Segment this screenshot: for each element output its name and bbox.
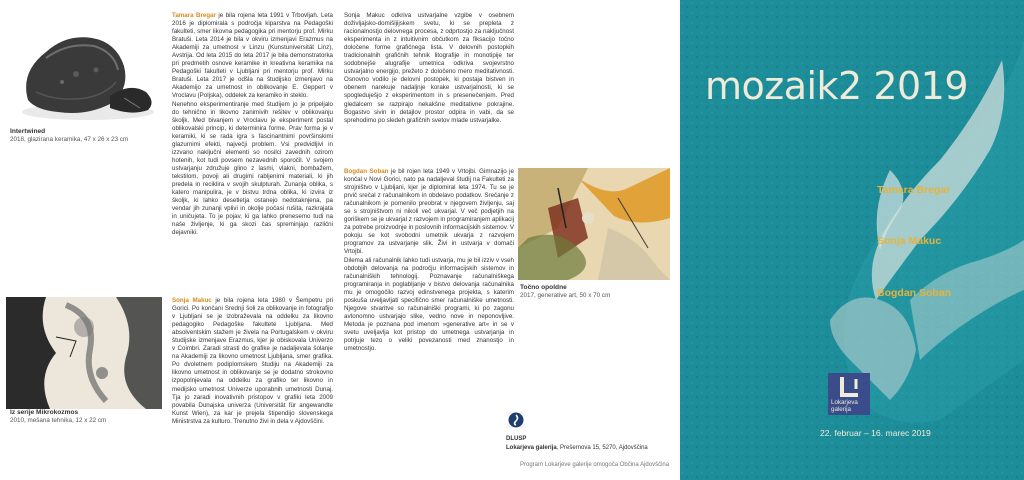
bio-text-2: Sonja Makuc odkriva ustvarjalne vzgibe v osebnem doživljajsko-domišljijskem svetu, ki se prepleta z racionalnostjo delovnega procesa, z odprtostjo za naključnost eksperimenta in z intuitivnim občutkom za fiksacijo točno določene forme grafičnega lista. V delovnih postopkih tradicionalnih grafičnih tehnik litografije in monotipije ter sodobnejše alugrafije umetnica odkriva svojevrstno ustvarjalno energijo, prežeto z določeno mero meditativnosti. Osnovno vodilo je delovni postopek, ki postaja bistven in obenem narekuje nadaljnje korake ustvarjalnosti, ki se spogleduješjo z eksperimentom in s presenečenjem. Pred gledalcem se razpirajo nekakšne meditativne pokrajine. Bogastvo sivin in detajlov prostor odpira in vabi, da se sprehodimo po sledeh grafičnih svetov mlade ustvarjalke. (344, 12, 514, 124)
artwork-description: 2010, mešana tehnika, 12 x 22 cm (10, 416, 107, 424)
artist-name: Bogdan Soban (344, 168, 389, 175)
bio-tamara (172, 12, 333, 237)
footer-address-rest: , Prešernova 15, 5270, Ajdovščina (556, 445, 648, 451)
logo-text (831, 399, 858, 413)
cover-artist-sonja: Sonja Makuc (877, 235, 942, 247)
bio-text: je bil rojen leta 1949 v Vrtojbi. Gimnazijo je končal v Novi Gorici, nato pa nadaljeval študij na Fakulteti za strojništvo v Ljubljani, kjer je diplomiral leta 1974. Tu se je prvič srečal z računalnikom in obdelavo podatkov. Srečanje z računalnikom je pomenilo preobrat v njegovem življenju, saj se s strojništvom ni nikoli več ukvarjal. V več podjetjih na goriškem se je ukvarjal z razvojem in programiranjem aplikacij za potrebe proizvodnje in poslovnih informacijskih sistemov. V pokoju se kot svobodni umetnik ukvarja z razvojem programov za ustvarjanje slik. Živi in ustvarja v domači Vrtojbi. (344, 168, 514, 256)
bio-text-2: Nenehno eksperimentiranje med študijem jo je pripeljalo do tehnično in likovno zanimivih rešitev v oblikovanju školjk. Med bivanjem v Vroclavu je eksperiment postal oblikovalski princip, ki determinira forme. Prav forma je v keramiki, ki se rada igra s fascinantnimi površinskimi glazurnimi efekti, največji problem. Vsi predvidljivi in izzvano naključni elementi so nosilci zavednih ozirom hotenih, kot tudi povsem nezavednih sporočil. V svojem ustvarjanju združuje glino z lasmi, vlakni, bombažem, tekstilom, povoji ali drugimi rabljenimi materiali, ki jih predela in reciklira v svojih skulpturah. Zunanja oblika, s katero manipulira, je v bistvu trdna oblika, ki izvira iz školjk, ki lahko desetletja ostanejo nedotaknjena, pa vendar jih zunanji vplivi in okolje počasi rušita, razkrajata in uničujeta. To je pojav, ki ga lahko prenesemo tudi na naše življenje, ki ga skozi čas spreminjajo različni dejavniki. (172, 100, 333, 237)
artwork-tocno-opoldne-image (518, 168, 670, 280)
artwork-title: Točno opoldne (520, 284, 567, 291)
artwork-intertwined-image (6, 12, 162, 130)
artist-name: Tamara Bregar (172, 12, 216, 19)
bio-sonja-continued (344, 12, 514, 125)
cover-title: mozaik2 2019 (705, 64, 969, 108)
logo-text-line-1: Lokarjeva (831, 399, 858, 406)
cover-artist-tamara: Tamara Bregar (877, 184, 951, 196)
cover-panel (680, 0, 1024, 480)
logo-text-line-2: galerija (831, 406, 851, 413)
bio-text: je bila rojena leta 1980 v Šempetru pri Gorici. Po končani Srednji šoli za oblikovanje in fotografijo v Ljubljani se je izobraževala na oddelku za likovno pedagogiko Pedagoške fakultete Ljubljana. Med absolventskim stažem je živela na Portugalskem v okviru študijske izmenjave Erazmus, kjer je obiskovala Univerzo v Coimbri. Zaradi strasti do grafike je nadaljevala šolanje na Akademiji za likovno umetnost Ljubljana, smer grafika. Po dvoletnem podiplomskem študiju na Akademiji za likovno umetnost in oblikovanje se je dodatno strokovno izpopolnjevala na oddelku za grafiko ter likovno in medijsko umetnost Univerze uporabnih umetnosti Dunaj. Tja jo zaradi inovativnih pristopov v grafiki leta 2009 povabila Dunajska univerza (Universität für angewandte Kunst Wien), za kar je prejela štipendijo slovenskega Ministrstva za kulturo. Trenutno živi in dela v Ajdovščini. (172, 297, 334, 425)
artwork-intertwined-caption (10, 128, 160, 143)
artwork-mikrokozmos-caption (10, 409, 160, 424)
bio-text: je bila rojena leta 1991 v Trbovljah. Leta 2016 je diplomirala s področja kiparstva na Pedagoški fakulteti, smer likovna pedagogika pri mentorju prof. Mirku Bratuši. Leta 2014 je bila v okviru izmenjavi Erazmus na Akademiji za umetnost v Linzu (Kunstuniversität Linz), Avstrija. Od leta 2015 do leta 2017 je bila demonstratorka pri predmetih osnove keramike in kreativna keramika na Pedagoški fakulteti v Ljubljani pri mentorju prof. Mirku Bratuši. Leta 2017 je odšla na študijsko izmenjavo na Akademijo za umetnost in oblikovanje E. Geppert v Vroclavu (Poljska), oddelek za keramiko in steklo. (172, 12, 334, 100)
footer-note: Program Lokarjeve galerije omogoča Občina Ajdovščina (520, 462, 670, 468)
bio-bogdan (344, 168, 514, 353)
footer-address-bold: Lokarjeva galerija (506, 445, 557, 451)
artwork-description: 2017, generative art, 50 x 70 cm (520, 291, 611, 299)
artwork-mikrokozmos-image (6, 297, 162, 409)
bio-text-2: Dilema ali računalnik lahko tudi ustvarja, mu je bil izziv v vseh obdobjih delovanja na področju informacijskih sistemov in računalniških tehnologij. Poznavanje računalniškega programiranja in poglabljanje v bistvo delovanja računalnika mu je omogočilo razvoj edinstvenega projekta, s katerim poskuša uveljavljati specifično smer računalniške umetnosti. Njegove stvaritve so računalniški programi, ki po zagonu avtonomno ustvarjajo slike, vedno nove in neponovljive. Metoda je poznana pod imenom »generative art« in se v svetu uveljavlja kot pristop do umetnega ustvarjanja in potrjuje tezo o veliki povezanosti med znanostjo in umetnostjo. (344, 256, 514, 353)
artwork-title: Iz serije Mikrokozmos (10, 409, 79, 416)
cover-artist-bogdan: Bogdan Soban (877, 287, 952, 299)
cover-dates: 22. februar – 16. marec 2019 (820, 428, 931, 438)
artwork-description: 2018, glazirana keramika, 47 x 26 x 23 cm (10, 135, 129, 143)
artist-name: Sonja Makuc (172, 297, 212, 304)
artwork-title: Intertwined (10, 128, 46, 135)
artwork-tocno-opoldne-caption (520, 284, 670, 299)
dlusp-logo-icon (508, 412, 524, 428)
footer-address (506, 445, 648, 451)
footer-org: DLUSP (506, 436, 527, 442)
bio-sonja (172, 297, 333, 426)
